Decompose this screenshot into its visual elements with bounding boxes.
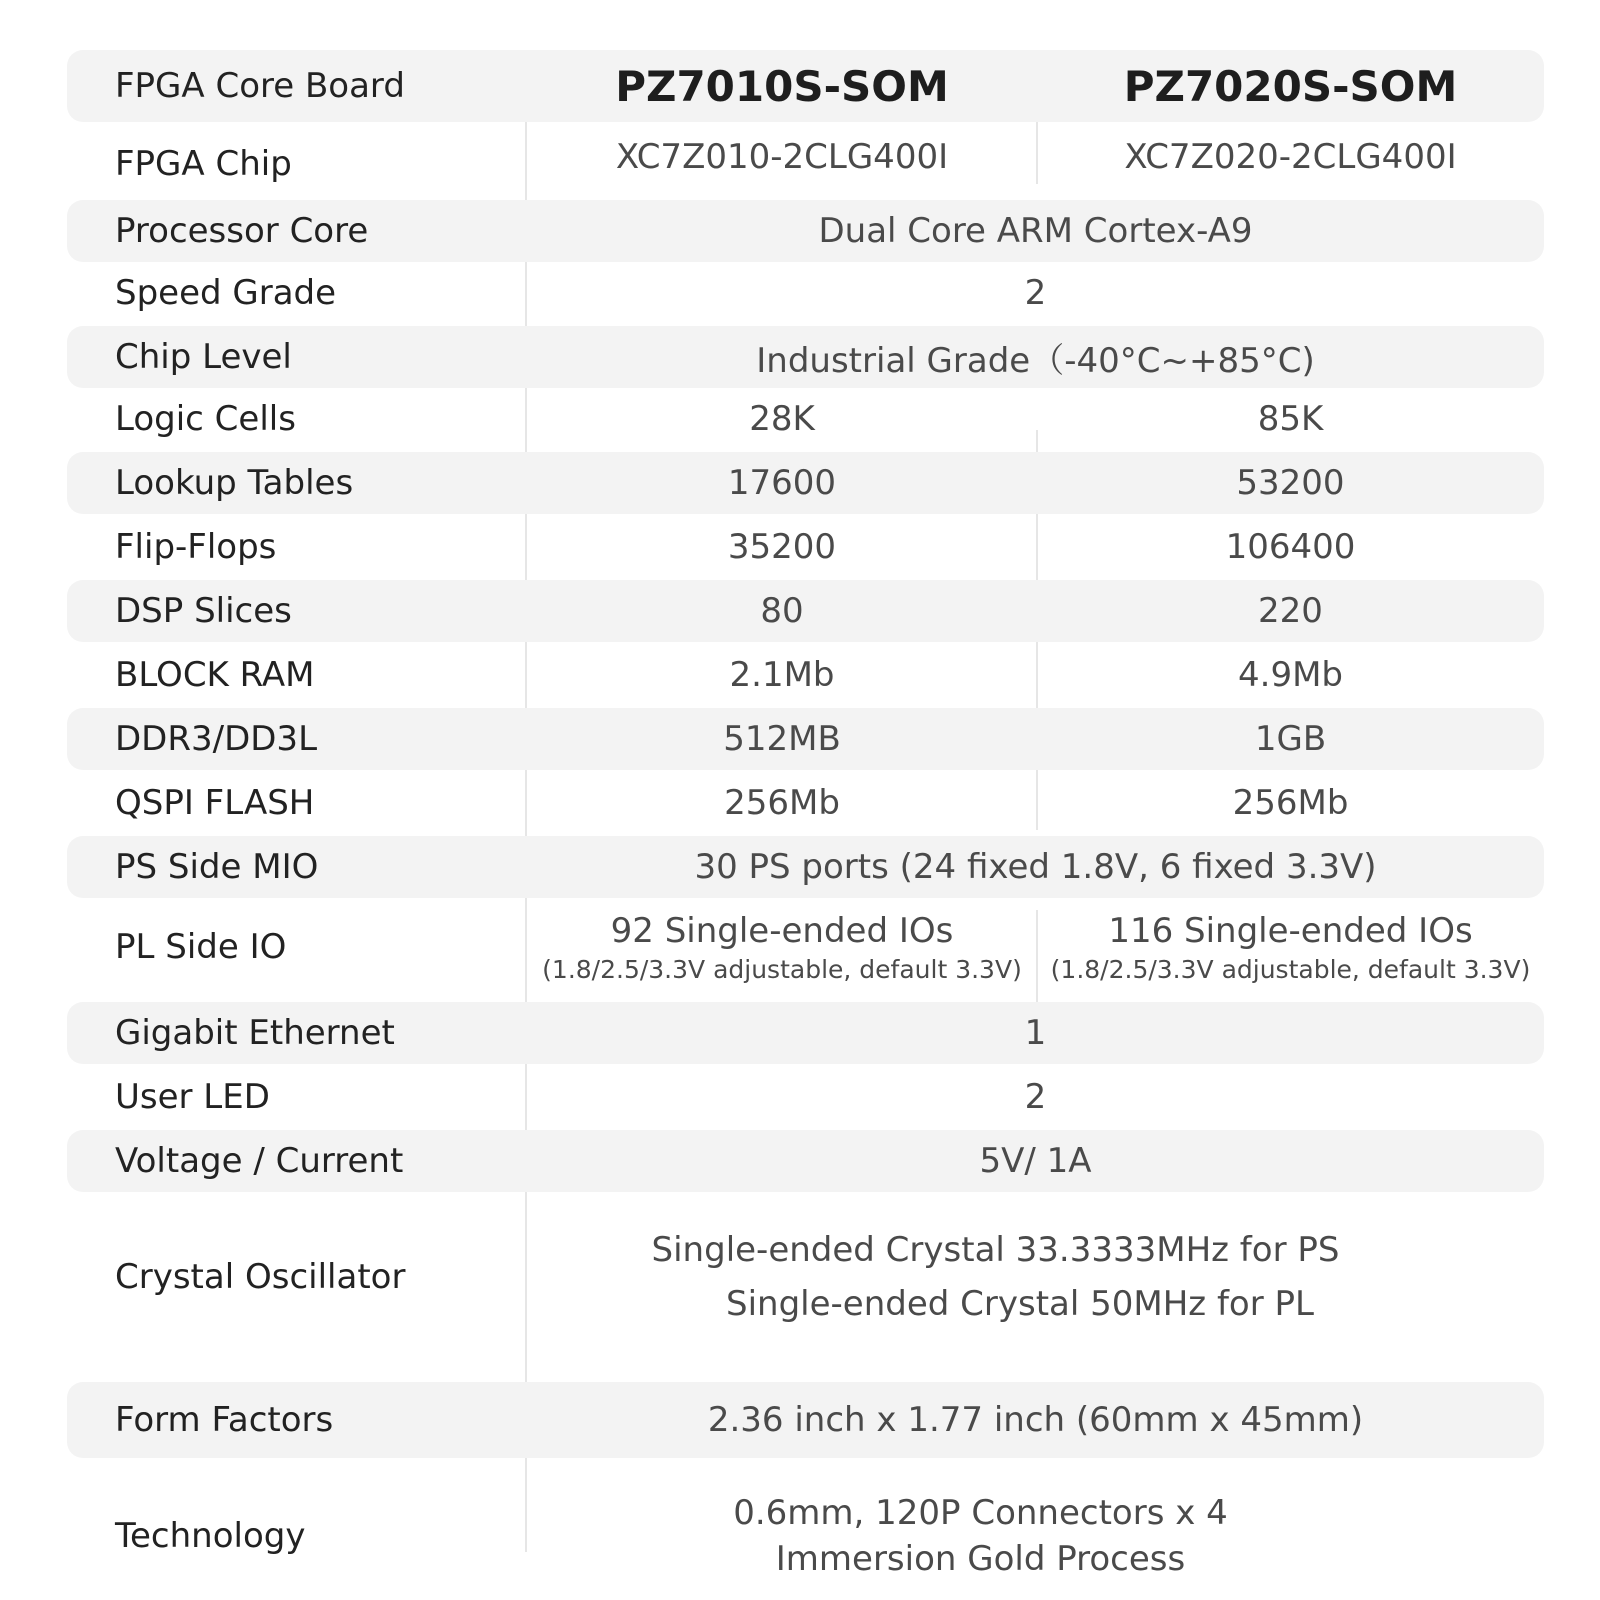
shared-value: 2 <box>1024 1077 1047 1117</box>
shared-value <box>527 1486 1544 1586</box>
row-pl-side-io <box>67 898 1544 996</box>
shared-value: 1 <box>1024 1013 1047 1053</box>
row-label: DSP Slices <box>115 591 292 631</box>
row-ps-side-mio <box>67 836 1544 898</box>
model-1-value: 17600 <box>727 463 837 503</box>
row-label: Speed Grade <box>115 273 337 313</box>
row-chip-level <box>67 326 1544 388</box>
row-label: BLOCK RAM <box>115 655 315 695</box>
shared-value: 2.36 inch x 1.77 inch (60mm x 45mm) <box>707 1400 1364 1440</box>
io-count: 116 Single-ended IOs <box>1108 910 1473 951</box>
io-count: 92 Single-ended IOs <box>610 910 954 951</box>
crystal-pl-line: Single-ended Crystal 50MHz for PL <box>726 1284 1314 1324</box>
shared-value <box>527 1210 1544 1344</box>
row-gigabit-ethernet <box>67 1002 1544 1064</box>
model-1-value <box>527 898 1037 996</box>
row-label: Gigabit Ethernet <box>115 1013 395 1053</box>
io-voltage-note: (1.8/2.5/3.3V adjustable, default 3.3V) <box>1050 954 1531 984</box>
row-label: Technology <box>115 1516 306 1556</box>
row-form-factors <box>67 1382 1544 1458</box>
row-label: Form Factors <box>115 1400 334 1440</box>
model-2-heading: PZ7020S-SOM <box>1123 61 1458 111</box>
model-1-heading: PZ7010S-SOM <box>615 61 949 111</box>
row-technology <box>67 1486 1544 1586</box>
model-2-value: 1GB <box>1254 719 1327 759</box>
row-block-ram <box>67 644 1544 706</box>
model-1-value: 28K <box>749 399 815 439</box>
row-ddr <box>67 708 1544 770</box>
row-label: FPGA Chip <box>115 144 292 184</box>
model-2-value: 106400 <box>1225 527 1356 567</box>
row-lookup-tables <box>67 452 1544 514</box>
row-qspi-flash <box>67 772 1544 834</box>
row-user-led <box>67 1066 1544 1128</box>
model-1-value: 256Mb <box>724 783 840 823</box>
row-label: User LED <box>115 1077 270 1117</box>
header-row <box>67 50 1544 122</box>
model-2-value: XC7Z020-2CLG400I <box>1124 137 1457 177</box>
model-1-value: 80 <box>760 591 804 631</box>
model-1-value: 35200 <box>727 527 837 567</box>
row-voltage-current <box>67 1130 1544 1192</box>
crystal-ps-line: Single-ended Crystal 33.3333MHz for PS <box>651 1230 1340 1270</box>
model-2-value: 4.9Mb <box>1238 655 1343 695</box>
model-1-value: 512MB <box>723 719 841 759</box>
model-2-value: 256Mb <box>1232 783 1349 823</box>
row-label: PS Side MIO <box>115 847 319 887</box>
model-2-value: 85K <box>1257 399 1324 439</box>
row-label: PL Side IO <box>115 927 287 967</box>
io-voltage-note: (1.8/2.5/3.3V adjustable, default 3.3V) <box>542 954 1022 984</box>
row-crystal-oscillator <box>67 1210 1544 1344</box>
shared-value: Dual Core ARM Cortex-A9 <box>818 211 1253 251</box>
row-label: Chip Level <box>115 337 292 377</box>
row-dsp-slices <box>67 580 1544 642</box>
model-2-value: 53200 <box>1236 463 1345 503</box>
process-line: Immersion Gold Process <box>775 1539 1186 1579</box>
row-speed-grade <box>67 262 1544 324</box>
connector-line: 0.6mm, 120P Connectors x 4 <box>733 1493 1228 1533</box>
model-2-value: 220 <box>1258 591 1323 631</box>
row-label: Crystal Oscillator <box>115 1257 406 1297</box>
model-1-value: XC7Z010-2CLG400I <box>615 137 949 177</box>
row-label: Flip-Flops <box>115 527 277 567</box>
row-flip-flops <box>67 516 1544 578</box>
row-label: QSPI FLASH <box>115 783 315 823</box>
row-label: Processor Core <box>115 211 369 251</box>
row-label: Voltage / Current <box>115 1141 404 1181</box>
row-logic-cells <box>67 388 1544 450</box>
model-2-value <box>1037 898 1544 996</box>
row-label: Lookup Tables <box>115 463 354 503</box>
shared-value: 30 PS ports (24 fixed 1.8V, 6 fixed 3.3V) <box>694 847 1377 887</box>
shared-value: Industrial Grade（-40°C~+85°C) <box>756 340 1315 381</box>
row-label: DDR3/DD3L <box>115 719 318 759</box>
shared-value: 2 <box>1024 273 1047 313</box>
model-1-value: 2.1Mb <box>729 655 835 695</box>
row-label: Logic Cells <box>115 399 296 439</box>
shared-value: 5V/ 1A <box>979 1141 1092 1181</box>
row-processor-core <box>67 200 1544 262</box>
row-fpga-chip <box>67 130 1544 198</box>
header-label: FPGA Core Board <box>115 66 405 106</box>
